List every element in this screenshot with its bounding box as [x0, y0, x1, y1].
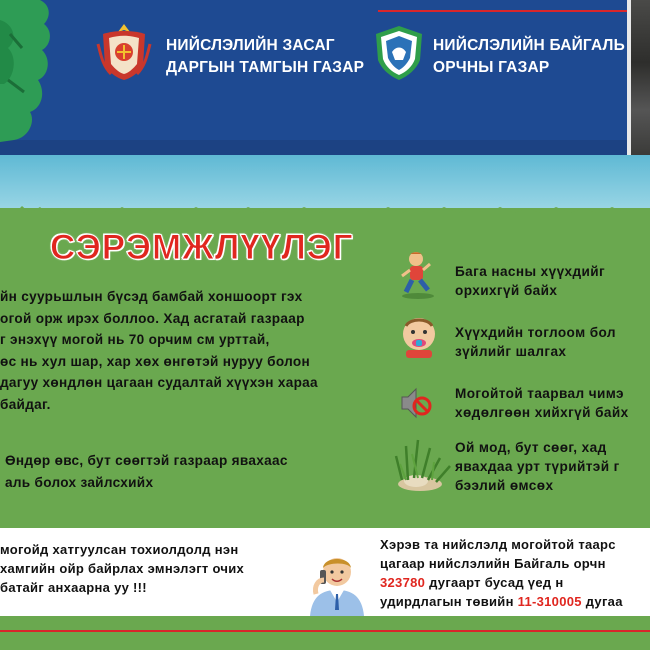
tip-4-line1: Ой мод, бут сөөг, хад [455, 440, 607, 455]
header-bottom-stripe [0, 140, 650, 155]
bottom-left-line: хамгийн ойр байрлах эмнэлэгт очих [0, 561, 245, 576]
contact-line4 [380, 592, 623, 611]
man-phone-icon [306, 550, 368, 616]
tip-2-line1: Хүүхдийн тоглоом бол [455, 325, 616, 340]
tip-3-line1: Могойтой таарвал чимэ [455, 386, 624, 401]
contact-line4-rest: дугаа [581, 594, 623, 609]
advice-line: Өндөр өвс, бут сөөгтэй газраар явахаас [5, 453, 288, 468]
bottom-left-text [0, 540, 244, 597]
mute-icon [398, 384, 434, 422]
bottom-green-bar [0, 616, 650, 630]
tip-3-line2: хөдөлгөөн хийхгүй байх [455, 405, 629, 420]
org2-line2: ОРЧНЫ ГАЗАР [433, 59, 550, 76]
contact-line3-rest: дугаарт бусад үед н [425, 575, 564, 590]
bottom-left-line: батайг анхаарна уу !!! [0, 580, 147, 595]
paragraph-line: г энэхүү могой нь 70 орчим см урттай, [0, 332, 270, 347]
snake-photo [631, 0, 650, 157]
org1-line1: НИЙСЛЭЛИЙН ЗАСАГ [166, 37, 335, 54]
tip-1 [455, 262, 605, 300]
paragraph-line: дагуу хөндлөн цагаан судалтай хүүхэн хараа [0, 375, 318, 390]
tip-2-line2: зүйлийг шалгах [455, 344, 567, 359]
red-accent-line [378, 10, 650, 12]
contact-line4-start: удирдлагын төвийн [380, 594, 518, 609]
grass-rock-icon [392, 436, 456, 492]
org2-line1: НИЙСЛЭЛИЙН БАЙГАЛЬ [433, 37, 625, 54]
bottom-right-text [380, 535, 623, 611]
baby-icon [398, 314, 440, 360]
tip-4 [455, 438, 620, 495]
org1-line2: ДАРГЫН ТАМГЫН ГАЗАР [166, 59, 365, 76]
environment-emblem-icon [374, 24, 424, 82]
warning-paragraph [0, 286, 370, 415]
bottom-green-strip [0, 632, 650, 650]
phone-number-2: 11-310005 [517, 594, 582, 609]
paragraph-line: байдаг. [0, 396, 51, 412]
paragraph-line: йн суурьшлын бүсэд бамбай хоншоорт гэх [0, 289, 303, 304]
paragraph-line: огой орж ирэх боллоо. Хад асгатай газраар [0, 310, 305, 326]
tip-3 [455, 384, 629, 422]
grass-edge [0, 196, 650, 222]
org2-name [433, 35, 625, 79]
tip-4-line2: явахдаа урт түрийтэй г [455, 459, 620, 474]
running-child-icon [398, 250, 438, 300]
contact-line3 [380, 573, 623, 592]
warning-title: СЭРЭМЖЛҮҮЛЭГ [50, 228, 354, 267]
contact-line1: Хэрэв та нийслэлд могойтой таарс [380, 537, 616, 552]
tree-icon [0, 0, 60, 145]
tip-1-line1: Бага насны хүүхдийг [455, 264, 606, 279]
capital-emblem-icon [95, 22, 153, 82]
advice-text [5, 450, 288, 493]
contact-line2: цагаар нийслэлийн Байгаль орчн [380, 556, 606, 571]
org1-name [166, 35, 364, 79]
tip-2 [455, 323, 616, 361]
bottom-left-line: могойд хатгуулсан тохиолдолд нэн [0, 542, 239, 557]
tip-1-line2: орхихгүй байх [455, 283, 558, 298]
paragraph-line: өс нь хул шар, хар хөх өнгөтэй нуруу болон [0, 353, 310, 369]
phone-number-1: 323780 [380, 575, 426, 590]
advice-line: аль болох зайлсхийх [5, 474, 154, 490]
tip-4-line3: бээлий өмсөх [455, 478, 554, 493]
